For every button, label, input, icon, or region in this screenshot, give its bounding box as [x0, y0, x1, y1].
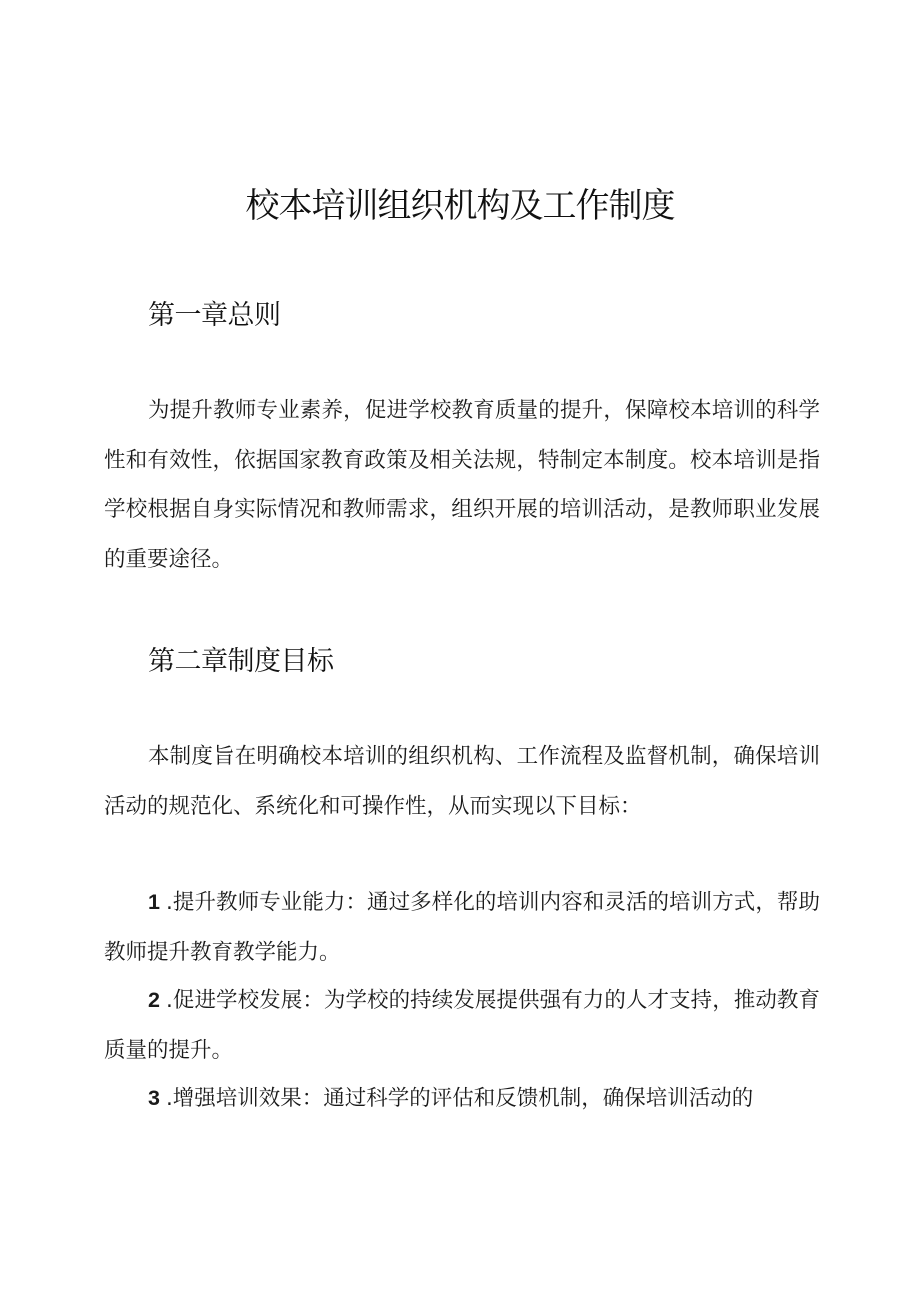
goal-item-3-number: 3 [148, 1086, 160, 1110]
goal-item-2-text: .促进学校发展：为学校的持续发展提供强有力的人才支持，推动教育质量的提升。 [104, 988, 820, 1063]
goal-item-1-number: 1 [148, 890, 160, 914]
chapter-1-paragraph: 为提升教师专业素养，促进学校教育质量的提升，保障校本培训的科学性和有效性，依据国家教育政策及相关法规，特制定本制度。校本培训是指学校根据自身实际情况和教师需求，组织开展的培训活动，是教师职业发展的重要途径。 [104, 398, 820, 572]
chapter-2-heading: 第二章制度目标 [148, 646, 334, 677]
goal-item-2-number: 2 [148, 988, 160, 1012]
chapter-1-heading: 第一章总则 [148, 300, 281, 331]
goal-item-2 [104, 976, 820, 1075]
goal-item-3-text: .增强培训效果：通过科学的评估和反馈机制，确保培训活动的 [165, 1086, 754, 1111]
document-title: 校本培训组织机构及工作制度 [245, 186, 675, 226]
chapter-2-paragraph: 本制度旨在明确校本培训的组织机构、工作流程及监督机制，确保培训活动的规范化、系统化和可操作性，从而实现以下目标： [104, 744, 820, 819]
goal-item-1 [104, 878, 820, 977]
goal-item-1-text: .提升教师专业能力：通过多样化的培训内容和灵活的培训方式，帮助教师提升教育教学能力。 [104, 890, 820, 965]
goal-item-3 [104, 1074, 820, 1124]
